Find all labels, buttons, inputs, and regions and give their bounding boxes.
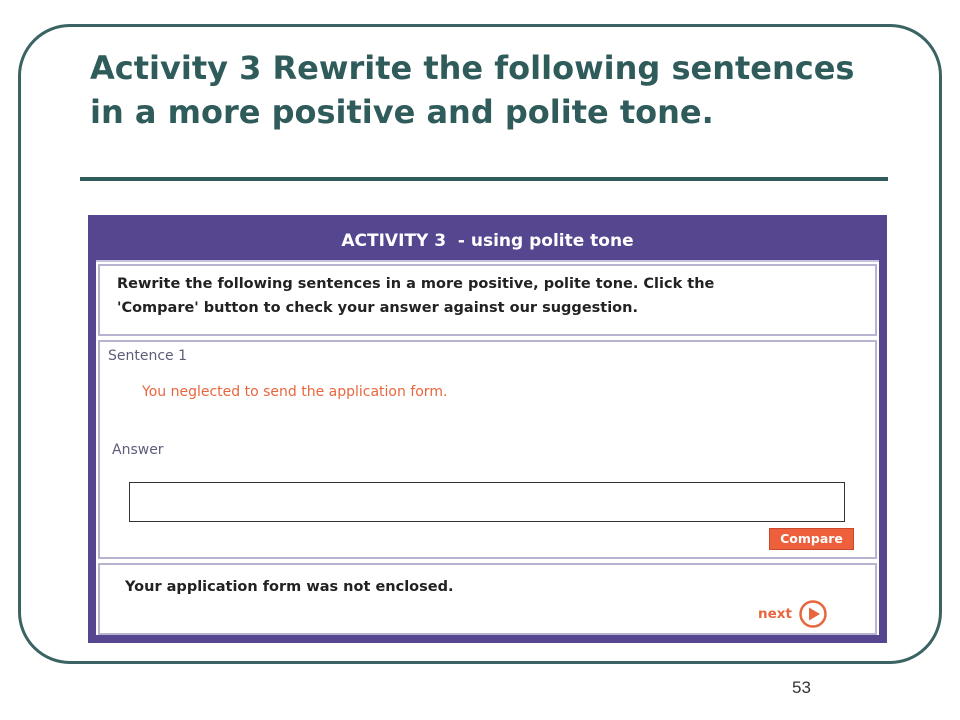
play-circle-icon [798, 599, 828, 629]
suggestion-text: Your application form was not enclosed. [125, 579, 454, 595]
compare-button[interactable]: Compare [769, 528, 854, 550]
instructions-box [98, 264, 877, 336]
answer-input[interactable] [129, 482, 845, 522]
next-label: next [758, 606, 792, 622]
page-number: 53 [792, 678, 811, 697]
sentence-label: Sentence 1 [108, 348, 188, 364]
activity-panel-body [96, 222, 879, 635]
sentence-box [98, 340, 877, 559]
next-button[interactable] [758, 599, 828, 629]
activity-header: ACTIVITY 3 - using polite tone [96, 222, 879, 262]
activity-panel [88, 215, 887, 643]
instructions-text: Rewrite the following sentences in a more positive, polite tone. Click the 'Compare' button to check your answer against our suggestion. [117, 276, 715, 316]
title-divider [80, 177, 888, 181]
suggestion-box [98, 563, 877, 635]
slide-title: Activity 3 Rewrite the following sentences in a more positive and polite tone. [90, 49, 855, 131]
sentence-text: You neglected to send the application form. [142, 384, 448, 400]
answer-label: Answer [112, 442, 164, 458]
